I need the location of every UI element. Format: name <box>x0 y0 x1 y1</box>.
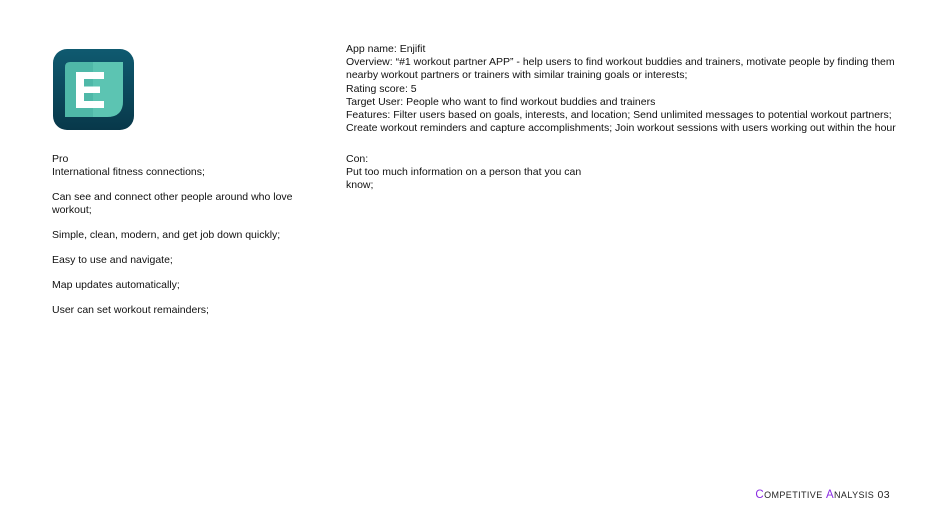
footer-initial-c: C <box>755 489 765 501</box>
con-section <box>346 153 596 192</box>
pro-item: User can set workout remainders; <box>52 304 209 316</box>
footer-initial-a: A <box>825 489 835 501</box>
footer-word-analysis: NALYSIS <box>834 490 875 500</box>
con-item: Put too much information on a person that you can know; <box>346 166 582 191</box>
pro-item: Can see and connect other people around who love workout; <box>52 191 293 216</box>
app-info <box>346 43 896 135</box>
con-heading: Con: <box>346 153 369 165</box>
app-name: App name: Enjifit <box>346 43 426 55</box>
page-number: 03 <box>877 489 890 501</box>
pro-section <box>52 153 302 329</box>
pro-item: International fitness connections; <box>52 166 205 178</box>
pro-item: Map updates automatically; <box>52 279 180 291</box>
pro-heading: Pro <box>52 153 69 165</box>
enjifit-app-icon <box>53 49 134 130</box>
pro-item: Easy to use and navigate; <box>52 254 173 266</box>
app-features: Features: Filter users based on goals, interests, and location; Send unlimited messages to potential workout partners; Create workout reminders and capture accomplishments; Join workout sessions with users working out within the hour <box>346 109 896 135</box>
app-overview: Overview: “#1 workout partner APP” - help users to find workout buddies and trainers, motivate people by finding them nearby workout partners or trainers with similar training goals or interests; <box>346 56 895 82</box>
pro-item: Simple, clean, modern, and get job down quickly; <box>52 229 281 241</box>
footer-section-label <box>755 489 890 501</box>
app-rating: Rating score: 5 <box>346 82 417 95</box>
footer-word-competitive: OMPETITIVE <box>764 490 823 500</box>
app-target-user: Target User: People who want to find workout buddies and trainers <box>346 95 656 108</box>
